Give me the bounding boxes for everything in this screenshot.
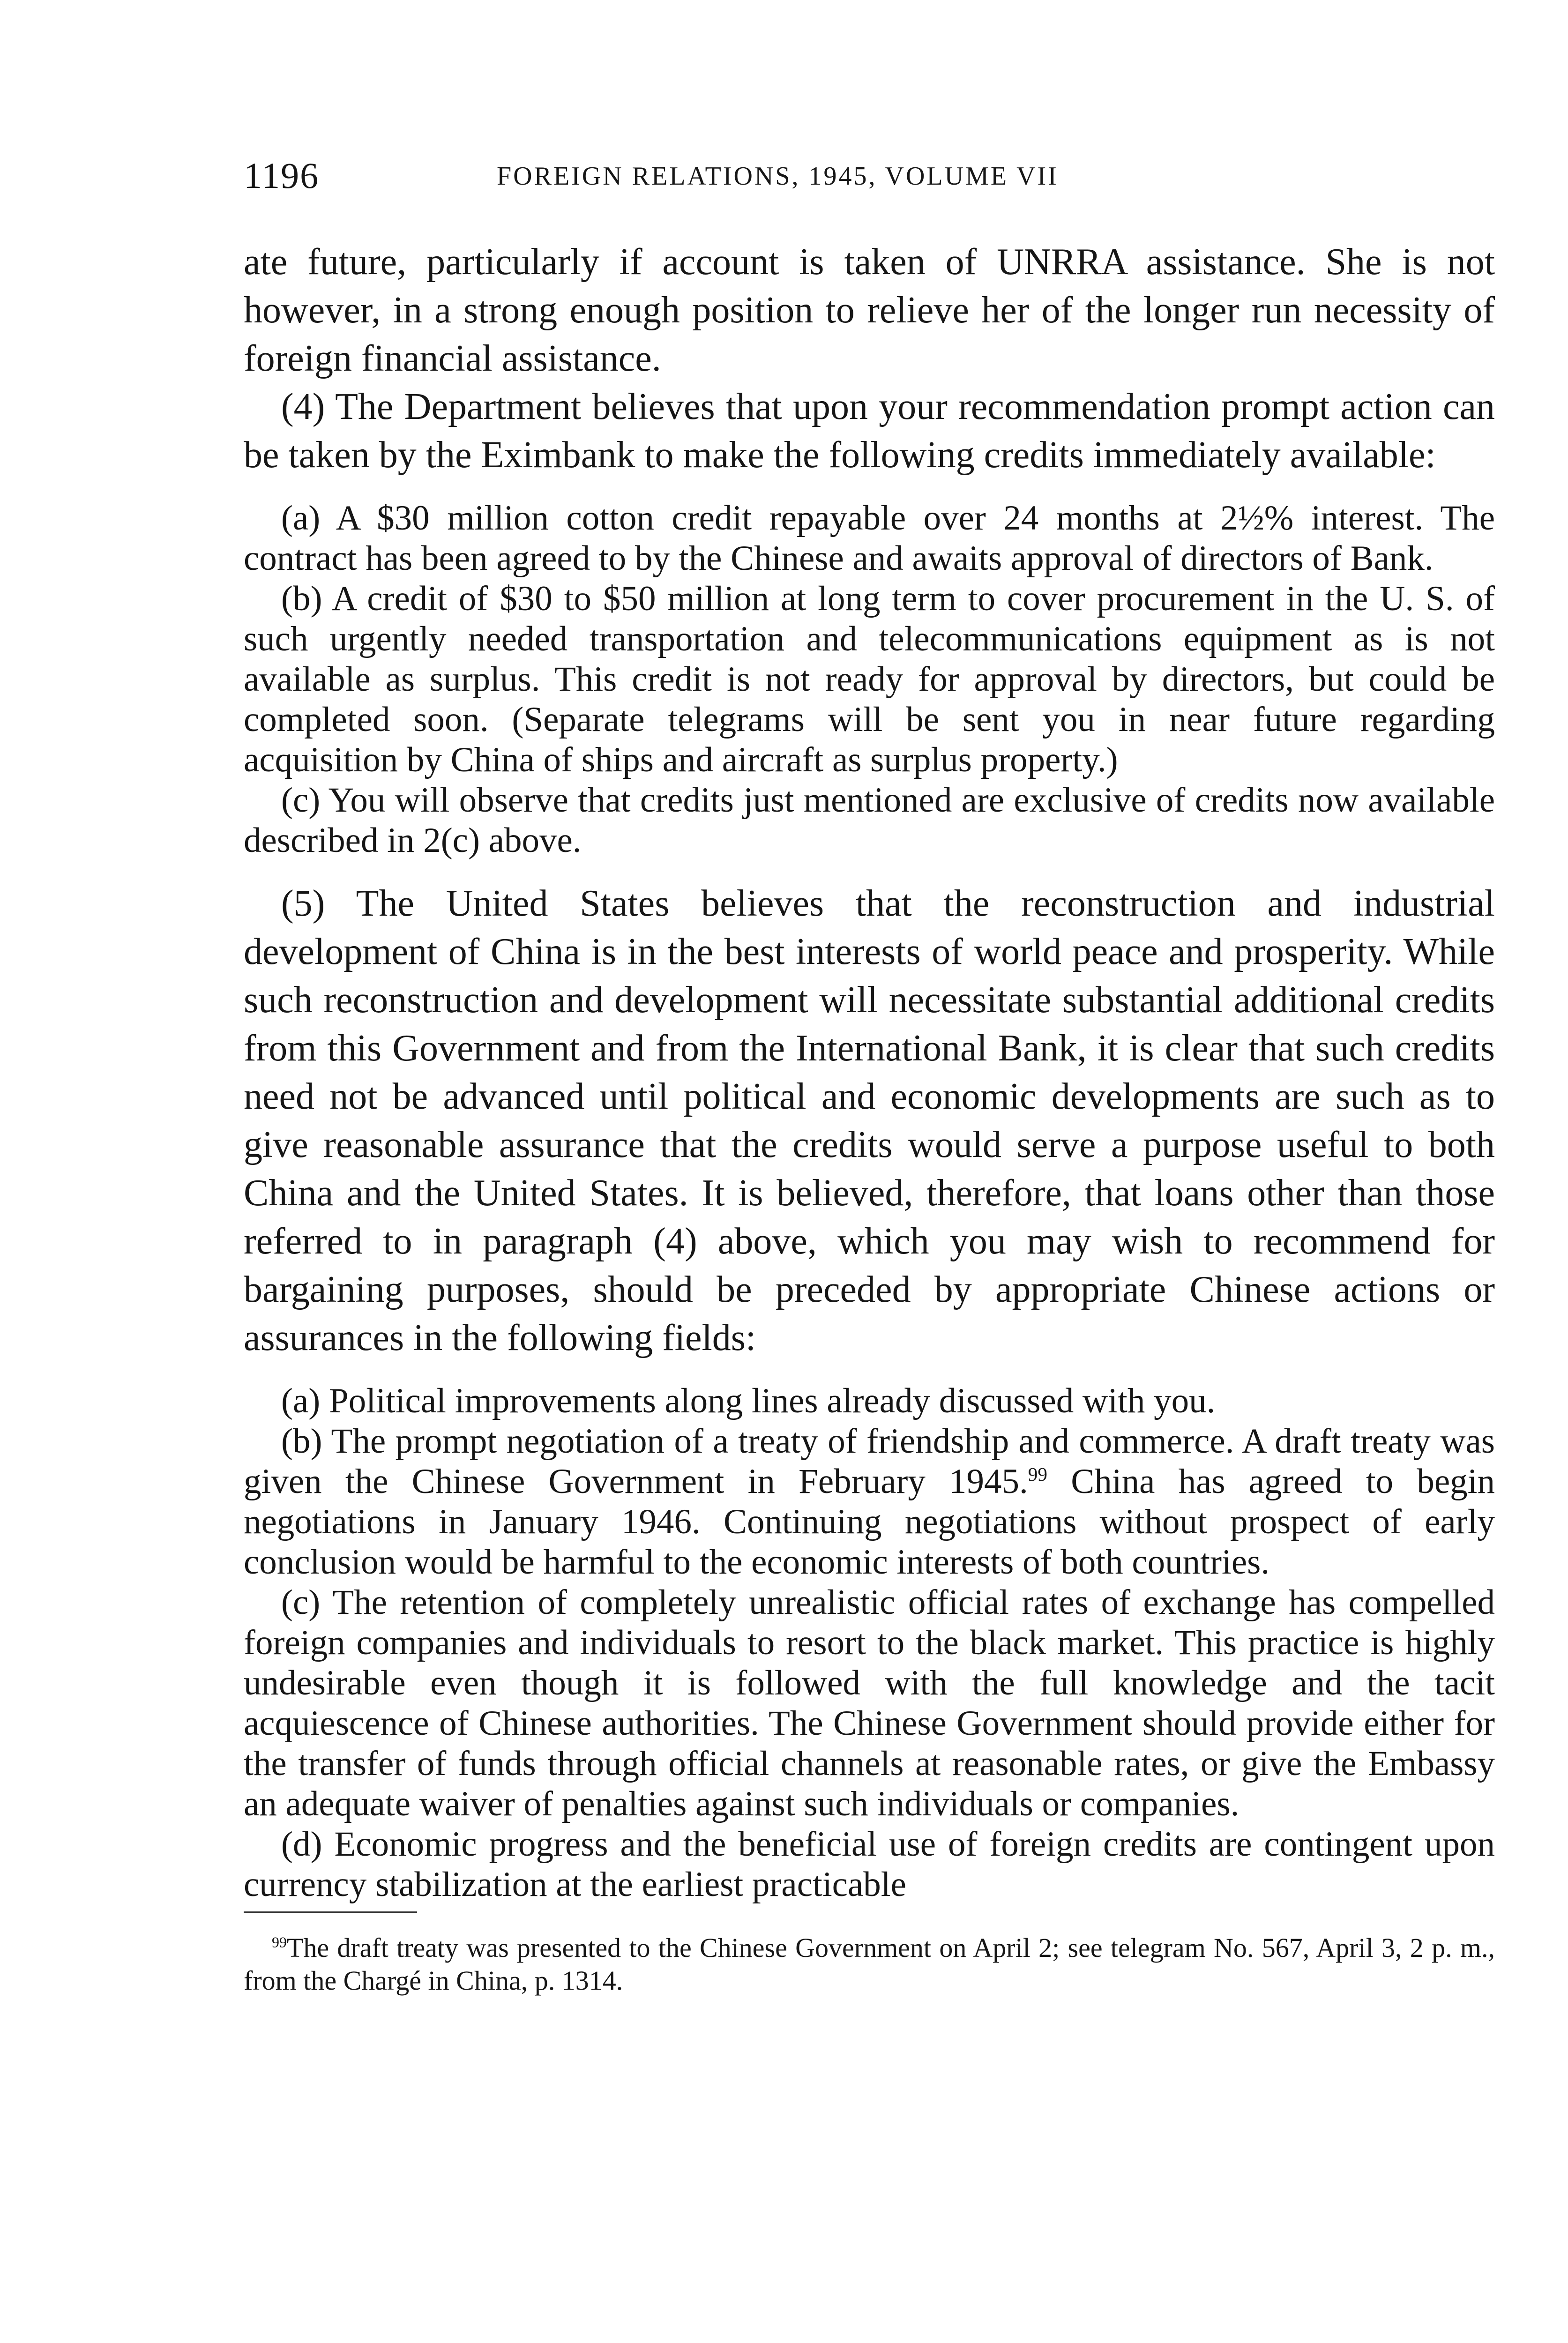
subparagraph-5d: (d) Economic progress and the beneficial use of foreign credits are contingent upon currency stabilization at the earliest practicable [244, 1825, 1495, 1904]
footnote-marker: 99 [272, 1934, 287, 1951]
subparagraph-group-4 [244, 498, 1495, 861]
subparagraph-group-5 [244, 1381, 1495, 1905]
paragraph-continuation: ate future, particularly if account is taken of UNRRA assistance. She is not however, in a strong enough position to relieve her of the longer run necessity of foreign financial assistance. [244, 241, 1495, 379]
body-text [244, 238, 1495, 1905]
page-number: 1196 [244, 155, 320, 196]
footnote-divider [244, 1911, 417, 1913]
subparagraph-5b-text-1: (b) The prompt negotiation of a treaty of friendship and commerce. A draft treaty was given the Chinese Government in February 1945. [244, 1422, 1495, 1501]
footnote-text: The draft treaty was presented to the Chinese Government on April 2; see telegram No. 567, April 3, 2 p. m., from the Chargé in China, p. 1314. [244, 1933, 1495, 1996]
running-title: FOREIGN RELATIONS, 1945, VOLUME VII [497, 162, 1059, 191]
paragraph-4: (4) The Department believes that upon your recommendation prompt action can be taken by the Eximbank to make the following credits immediately available: [244, 386, 1495, 476]
subparagraph-5b [244, 1421, 1495, 1582]
subparagraph-4c: (c) You will observe that credits just mentioned are exclusive of credits now available described in 2(c) above. [244, 781, 1495, 860]
page-header [244, 155, 1495, 211]
subparagraph-5b-text-2: China has agreed to begin negotiations in January 1946. Continuing negotiations without prospect of early conclusion would be harmful to the economic interests of both countries. [244, 1462, 1495, 1582]
paragraph-5: (5) The United States believes that the reconstruction and industrial development of China is in the best interests of world peace and prosperity. While such reconstruction and development will necessitate substantial additional credits from this Government and from the International Bank, it is clear that such credits need not be advanced until political and economic developments are such as to give reasonable assurance that the credits would serve a purpose useful to both China and the United States. It is believed, therefore, that loans other than those referred to in paragraph (4) above, which you may wish to recommend for bargaining purposes, should be preceded by appropriate Chinese actions or assurances in the following fields: [244, 883, 1495, 1358]
footnote-reference: 99 [1028, 1463, 1048, 1485]
footnote [244, 1932, 1495, 1997]
subparagraph-5a: (a) Political improvements along lines already discussed with you. [281, 1381, 1216, 1420]
subparagraph-4b: (b) A credit of $30 to $50 million at long term to cover procurement in the U. S. of such urgently needed transportation and telecommunications equipment as is not available as surplus. This credit is not ready for approval by directors, but could be completed soon. (Separate telegrams will be sent you in near future regarding acquisition by China of ships and aircraft as surplus property.) [244, 579, 1495, 779]
document-page [244, 155, 1495, 2024]
subparagraph-5c: (c) The retention of completely unrealistic official rates of exchange has compelled foreign companies and individuals to resort to the black market. This practice is highly undesirable even though it is followed with the full knowledge and the tacit acquiescence of Chinese authorities. The Chinese Government should provide either for the transfer of funds through official channels at reasonable rates, or give the Embassy an adequate waiver of penalties against such individuals or companies. [244, 1583, 1495, 1823]
subparagraph-4a: (a) A $30 million cotton credit repayable over 24 months at 2½% interest. The contract has been agreed to by the Chinese and awaits approval of directors of Bank. [244, 499, 1495, 578]
